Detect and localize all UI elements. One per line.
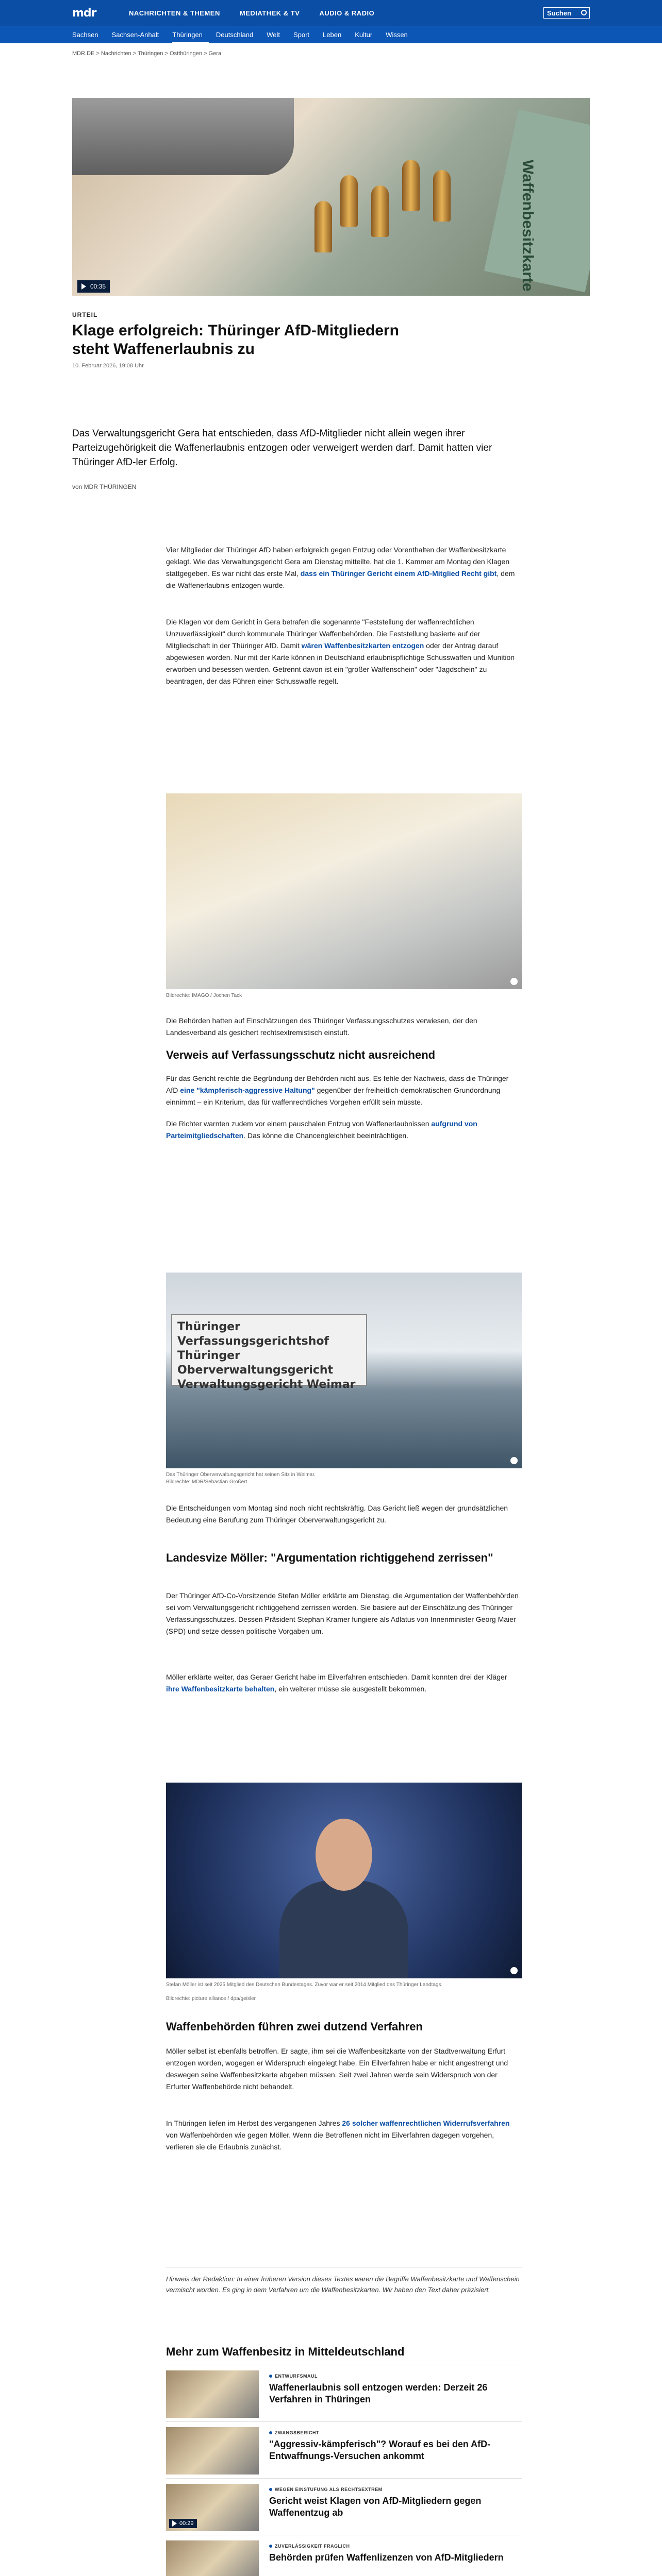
video-badge: 00:29 (169, 2519, 197, 2528)
nav-item-nachrichten[interactable]: NACHRICHTEN & THEMEN (129, 9, 220, 17)
subnav-item-leben[interactable]: Leben (323, 31, 342, 39)
related-title: Waffenerlaubnis soll entzogen werden: Derzeit 26 Verfahren in Thüringen (269, 2382, 488, 2404)
page-title: Klage erfolgreich: Thüringer AfD-Mitgliedern steht Waffenerlaubnis zu (72, 322, 399, 358)
search-icon (581, 10, 587, 15)
related-thumbnail (166, 2484, 259, 2531)
related-thumbnail (166, 2427, 259, 2475)
dot-icon (269, 2375, 272, 2378)
paragraph-6: Die Entscheidungen vom Montag sind noch nicht rechtskräftig. Das Gericht ließ wegen der grundsätzlichen Bedeutung eine Berufung zum Thüringer Oberverwaltungsgericht zu. (166, 1504, 508, 1524)
court-sign: Thüringer Verfassungsgerichtshof Thüringer Oberverwaltungsgericht Verwaltungsgericht Weimar (171, 1314, 367, 1386)
subnav-item-wissen[interactable]: Wissen (386, 31, 408, 39)
related-kicker: ZUVERLÄSSIGKEIT FRAGLICH (275, 2544, 350, 2549)
inline-link[interactable]: eine "kämpferisch-aggressive Haltung" (180, 1086, 315, 1094)
zoom-icon[interactable] (510, 978, 518, 985)
article-image-1[interactable] (166, 793, 522, 989)
inline-link[interactable]: ihre Waffenbesitzkarte behalten (166, 1685, 275, 1693)
permit-card (484, 110, 590, 293)
related-title: Gericht weist Klagen von AfD-Mitgliedern gegen Waffenentzug ab (269, 2496, 482, 2518)
video-badge[interactable]: 00:35 (77, 280, 110, 293)
editor-note: Hinweis der Redaktion: In einer früheren Version dieses Textes waren die Begriffe Waffenbesitzkarte und Waffenschein vermischt worden. Es ging in dem Verfahren um die Waffenbesitzkarten. Wir haben den Text daher präzisiert. (166, 2267, 522, 2295)
bullet-image (315, 201, 332, 252)
inline-link[interactable]: 26 solcher waffenrechtlichen Widerrufsverfahren (342, 2119, 510, 2127)
zoom-icon[interactable] (510, 1457, 518, 1464)
bullet-image (433, 170, 451, 222)
related-title: "Aggressiv-kämpferisch"? Worauf es bei den AfD-Entwaffnungs-Versuchen ankommt (269, 2439, 491, 2461)
related-thumbnail (166, 2540, 259, 2576)
play-icon (172, 2520, 177, 2527)
paragraph-7: Der Thüringer AfD-Co-Vorsitzende Stefan Möller erklärte am Dienstag, die Argumentation der Waffenbehörden sei vom Verwaltungsgericht richtiggehend zerrissen worden. Sie basiere auf der Einschätzung des Thüringer Verfassungsschutzes. Dessen Präsident Stephan Kramer fungiere als Adlatus von Innenminister Georg Maier (SPD) und setze dessen politische Vorgaben um. (166, 1591, 519, 1635)
top-bar (0, 0, 662, 26)
related-kicker: ENTWURFSMAUL (275, 2374, 318, 2379)
person-image (316, 1819, 372, 1891)
permit-card-text: Waffenbesitzkarte (519, 160, 536, 292)
subnav-item-sport[interactable]: Sport (293, 31, 310, 39)
article-lead: Das Verwaltungsgericht Gera hat entschieden, dass AfD-Mitglieder nicht allein wegen ihrer Parteizugehörigkeit die Waffenerlaubnis entzogen oder verweigert werden darf. Damit hatten vier Thüringer AfD-ler Erfolg. (72, 428, 492, 468)
related-heading: Mehr zum Waffenbesitz in Mitteldeutschland (166, 2345, 405, 2358)
article-image-3[interactable] (166, 1783, 522, 1978)
dot-icon (269, 2488, 272, 2491)
article-date: 10. Februar 2026, 19:08 Uhr (72, 363, 144, 369)
inline-link[interactable]: aufgrund von Parteimitgliedschaften (166, 1120, 477, 1140)
dot-icon (269, 2431, 272, 2434)
subnav-item-kultur[interactable]: Kultur (355, 31, 373, 39)
nav-item-mediathek[interactable]: MEDIATHEK & TV (239, 9, 300, 17)
paragraph-9: Möller selbst ist ebenfalls betroffen. Er sagte, ihm sei die Waffenbesitzkarte von der Stadtverwaltung Erfurt entzogen worden, wogegen er Widerspruch eingelegt habe. Ein Eilverfahren habe er nicht angestrengt und deswegen seine Waffenbesitzkarte abgeben müssen. Seit zwei Jahren werde sein Widerspruch von der Erfurter Waffenbehörde nicht behandelt. (166, 2047, 508, 2091)
breadcrumb[interactable]: MDR.DE > Nachrichten > Thüringen > Ostthüringen > Gera (72, 50, 221, 57)
section-heading: Verweis auf Verfassungsschutz nicht ausreichend (166, 1048, 436, 1061)
related-item[interactable] (166, 2535, 522, 2576)
related-thumbnail (166, 2370, 259, 2418)
play-icon (81, 283, 86, 290)
region-nav (0, 26, 662, 43)
bullet-image (402, 160, 420, 211)
subnav-item-deutschland[interactable]: Deutschland (216, 31, 254, 39)
nav-item-audio[interactable]: AUDIO & RADIO (319, 9, 375, 17)
image-caption: Stefan Möller ist seit 2025 Mitglied des Deutschen Bundestages. Zuvor war er seit 2014 Mitglied des Thüringer Landtags. (166, 1982, 443, 1988)
inline-link[interactable]: dass ein Thüringer Gericht einem AfD-Mitglied Recht gibt (300, 569, 497, 578)
image-caption: Das Thüringer Oberverwaltungsgericht hat seinen Sitz in Weimar. (166, 1472, 316, 1478)
search-button[interactable]: Suchen (543, 7, 590, 19)
paragraph-3: Die Behörden hatten auf Einschätzungen des Thüringer Verfassungsschutzes verwiesen, der den Landesverband als gesichert rechtsextremistisch einstuft. (166, 1016, 477, 1037)
bullet-image (371, 185, 389, 237)
article-kicker: URTEIL (72, 311, 98, 318)
related-title: Behörden prüfen Waffenlizenzen von AfD-Mitgliedern (269, 2552, 504, 2563)
main-nav (129, 0, 394, 26)
dot-icon (269, 2545, 272, 2548)
inline-link[interactable]: wären Waffenbesitzkarten entzogen (301, 641, 424, 650)
related-item[interactable] (166, 2421, 522, 2478)
section-heading: Landesvize Möller: "Argumentation richtiggehend zerrissen" (166, 1551, 493, 1564)
article-image-2[interactable] (166, 1273, 522, 1468)
paragraph-10: In Thüringen liefen im Herbst des vergangenen Jahres 26 solcher waffenrechtlichen Widerrufsverfahren von Waffenbehörden wie gegen Möller. Wenn die Betroffenen nicht im Eilverfahren dagegen vorgehen, verlieren sie die Erlaubnis zunächst. (166, 2119, 510, 2151)
image-credit: Bildrechte: picture alliance / dpa/geisler (166, 1996, 256, 2002)
section-heading: Waffenbehörden führen zwei dutzend Verfahren (166, 2020, 423, 2033)
article-byline: von MDR THÜRINGEN (72, 483, 137, 490)
subnav-item-welt[interactable]: Welt (267, 31, 280, 39)
image-credit: Bildrechte: IMAGO / Jochen Tack (166, 993, 242, 998)
person-image (279, 1880, 408, 1978)
subnav-item-sachsen-anhalt[interactable]: Sachsen-Anhalt (111, 31, 159, 39)
image-credit: Bildrechte: MDR/Sebastian Großert (166, 1479, 247, 1485)
paragraph-4: Für das Gericht reichte die Begründung der Behörden nicht aus. Es fehle der Nachweis, dass die Thüringer AfD eine "kämpferisch-aggressive Haltung" gegenüber der freiheitlich-demokratischen Grundordnung einnimmt – ein Kriterium, das für waffenrechtliches Vorgehen erfüllt sein müsste. (166, 1074, 509, 1106)
zoom-icon[interactable] (510, 1967, 518, 1974)
paragraph-2: Die Klagen vor dem Gericht in Gera betrafen die sogenannte "Feststellung der waffenrechtlichen Unzuverlässigkeit" durch kommunale Thüringer Waffenbehörden. Die Feststellung basierte auf der Mitgliedschaft in der Thüringer AfD. Damit wären Waffenbesitzkarten entzogen oder der Antrag darauf abgewiesen worden. Nur mit der Karte können in Deutschland erlaubnispflichtige Schusswaffen und Munition erworben und besessen werden. Getrennt davon ist ein "großer Waffenschein" oder "Jagdschein" zu beantragen, der das Führen einer Schusswaffe regelt. (166, 618, 515, 685)
paragraph-1: Vier Mitglieder der Thüringer AfD haben erfolgreich gegen Entzug oder Vorenthalten der Waffenbesitzkarte geklagt. Wie das Verwaltungsgericht Gera am Dienstag mitteilte, hat die 1. Kammer am Montag den Klagen stattgegeben. Es war nicht das erste Mal, dass ein Thüringer Gericht einem AfD-Mitglied Recht gibt, dem die Waffenerlaubnis entzogen wurde. (166, 546, 515, 589)
subnav-item-sachsen[interactable]: Sachsen (72, 31, 98, 39)
related-kicker: WEGEN EINSTUFUNG ALS RECHTSEXTREM (275, 2487, 383, 2492)
related-item[interactable] (166, 2365, 522, 2421)
paragraph-5: Die Richter warnten zudem vor einem pauschalen Entzug von Waffenerlaubnissen aufgrund von Parteimitgliedschaften. Das könne die Chancengleichheit beeinträchtigen. (166, 1120, 477, 1140)
subnav-item-thueringen[interactable]: Thüringen (172, 26, 209, 43)
related-kicker: ZWANGSBERICHT (275, 2430, 319, 2435)
related-item[interactable] (166, 2478, 522, 2535)
paragraph-8: Möller erklärte weiter, das Geraer Gericht habe im Eilverfahren entschieden. Damit konnten drei der Kläger ihre Waffenbesitzkarte behalten, ein weiterer müsse sie ausgestellt bekommen. (166, 1673, 507, 1693)
pistol-image (72, 98, 294, 175)
hero-video[interactable] (72, 98, 590, 296)
bullet-image (340, 175, 358, 227)
mdr-logo[interactable]: mdr (72, 7, 96, 20)
